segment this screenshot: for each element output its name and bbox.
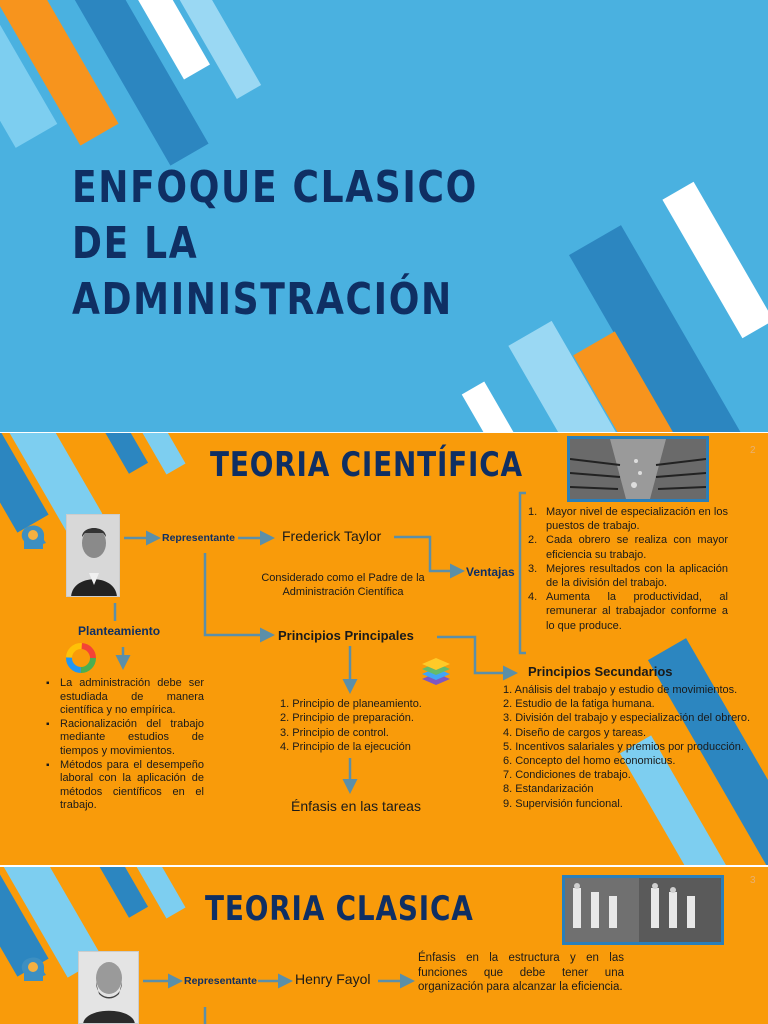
- decor-stripe: [662, 182, 768, 339]
- principio-item: 2. Principio de preparación.: [280, 712, 414, 725]
- cycle-icon: [64, 641, 98, 675]
- secundarios-list: [503, 683, 759, 811]
- secundario-item: 5. Incentivos salariales y premios por producción.: [503, 740, 744, 753]
- page-number: 3: [750, 875, 756, 886]
- principios-label: Principios Principales: [278, 628, 414, 643]
- section-title: TEORIA CIENTÍFICA: [210, 445, 523, 485]
- representante-label: Representante: [162, 532, 235, 544]
- representante-name: Henry Fayol: [295, 971, 371, 987]
- secundario-item: 9. Supervisión funcional.: [503, 797, 623, 810]
- principio-item: 4. Principio de la ejecución: [280, 741, 411, 754]
- planteamiento-list: [46, 677, 204, 813]
- ventajas-label: Ventajas: [466, 565, 515, 579]
- ventajas-list: [528, 505, 728, 633]
- connector-lines: [0, 867, 768, 1024]
- ventaja-item: 2. Cada obrero se realiza con mayor eficiencia su trabajo.: [528, 534, 728, 561]
- enfasis-estructura: Énfasis en la estructura y en las funciones que debe tener una organización para alcanzar la eficiencia.: [418, 952, 624, 993]
- secundario-item: 7. Condiciones de trabajo.: [503, 769, 631, 782]
- secundario-item: 8. Estandarización: [503, 783, 594, 796]
- representante-label: Representante: [184, 975, 257, 987]
- section-title: TEORIA CLASICA: [205, 889, 474, 929]
- ventaja-item: 1. Mayor nivel de especialización en los puestos de trabajo.: [528, 506, 728, 533]
- ventaja-item: 4. Aumenta la productividad, al remunerar al trabajador conforme a lo que produce.: [528, 591, 728, 632]
- planteamiento-label: Planteamiento: [78, 624, 161, 638]
- decor-stripe: [462, 382, 545, 432]
- representante-name: Frederick Taylor: [282, 528, 382, 544]
- principio-item: 3. Principio de control.: [280, 726, 389, 739]
- secundario-item: 2. Estudio de la fatiga humana.: [503, 698, 655, 711]
- ventaja-item: 3. Mejores resultados con la aplicación de la división del trabajo.: [528, 562, 728, 590]
- planteamiento-item: ▪ La administración debe ser estudiada de manera científica y no empírica.: [46, 677, 204, 718]
- principio-item: 1. Principio de planeamiento.: [280, 698, 422, 710]
- slide-teoria-cientifica: [0, 433, 768, 865]
- secundario-item: 1. Análisis del trabajo y estudio de movimientos.: [503, 684, 738, 696]
- slide-title: [0, 0, 768, 432]
- padre-note: Considerado como el Padre de la Administración Científica: [261, 572, 425, 598]
- secundario-item: 6. Concepto del homo economicus.: [503, 755, 676, 768]
- secundario-item: 3. División del trabajo y especialización del obrero.: [503, 712, 751, 725]
- secundario-item: 4. Diseño de cargos y tareas.: [503, 726, 647, 739]
- enfasis-tareas: Énfasis en las tareas: [291, 798, 421, 814]
- planteamiento-item: ▪ Métodos para el desempeño laboral con la aplicación de métodos científicos en el trabajo.: [46, 759, 204, 813]
- principios-list: [280, 697, 422, 755]
- layers-icon: [420, 653, 452, 687]
- secundarios-label: Principios Secundarios: [528, 664, 673, 679]
- planteamiento-item: ▪ Racionalización del trabajo mediante estudios de tiempos y movimientos.: [46, 718, 204, 759]
- page-number: 2: [750, 445, 756, 456]
- main-title: ENFOQUE CLASICO DE LA ADMINISTRACIÓN: [72, 162, 478, 325]
- slide-teoria-clasica: [0, 867, 768, 1024]
